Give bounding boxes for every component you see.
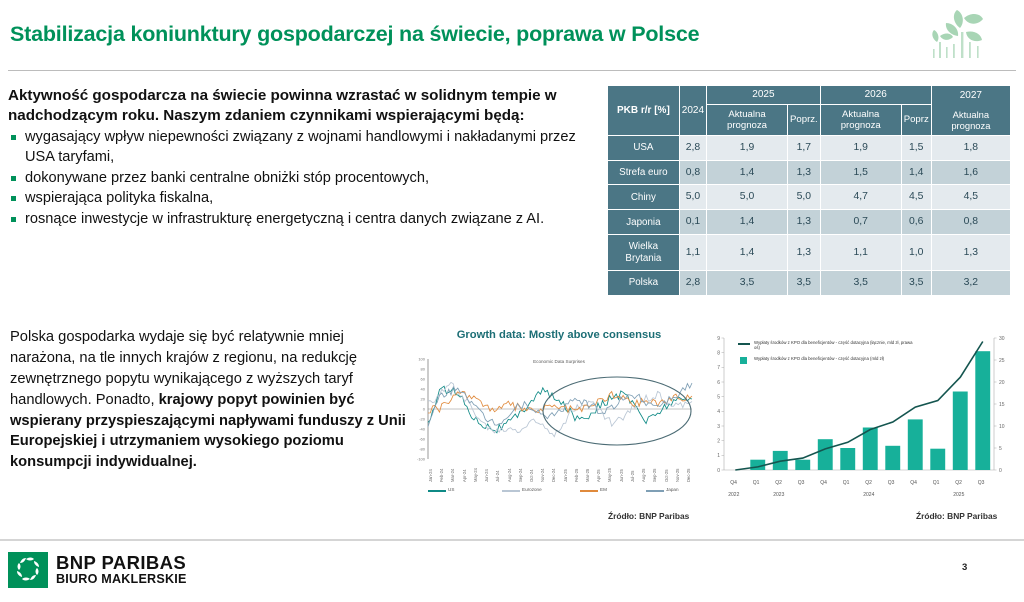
table-col-year-2027: 2027 Aktualna prognoza: [932, 86, 1010, 135]
chart2-x-tick-year: 2025: [953, 492, 965, 498]
chart1-x-tick: May-24: [472, 468, 478, 482]
chart1-series-us: [428, 386, 692, 433]
chart1-x-tick: Sep-25: [652, 468, 658, 482]
table-cell: 1,4: [707, 235, 787, 270]
line-marker-icon: [738, 343, 750, 345]
chart1-x-tick: Feb-25: [573, 468, 579, 482]
svg-text:100: 100: [418, 356, 425, 362]
table-cell: 1,5: [902, 136, 931, 160]
logo-line-1: BNP PARIBAS: [56, 552, 187, 573]
table-header-row-years: [608, 86, 1010, 104]
table-row: [608, 136, 1010, 160]
svg-text:-40: -40: [419, 426, 425, 432]
chart1-x-tick: Nov-25: [674, 468, 680, 482]
chart2-bar: [818, 439, 833, 470]
chart2-bar: [795, 460, 810, 470]
supporting-factors-list: [8, 128, 588, 229]
table-row-label: Japonia: [608, 210, 679, 234]
chart1-subtitle: Economic Data Surprises: [533, 359, 585, 364]
source-note-right: Źródło: BNP Paribas: [916, 511, 998, 521]
chart2-legend-item-line: [738, 340, 918, 351]
bullet-marker-icon: [11, 176, 16, 181]
table-cell: 3,5: [821, 271, 901, 295]
chart2-x-tick-quarter: Q1: [932, 480, 940, 486]
table-cell: 4,5: [902, 185, 931, 209]
table-cell: 0,6: [902, 210, 931, 234]
svg-text:0: 0: [422, 406, 425, 412]
bullet-marker-icon: [11, 135, 16, 140]
table-cell: 4,7: [821, 185, 901, 209]
chart1-x-tick: Mar-25: [585, 468, 591, 482]
svg-text:5: 5: [717, 394, 720, 401]
chart1-legend-label: EM: [600, 487, 607, 492]
chart2-legend-item-bar: [738, 356, 918, 361]
chart1-x-tick: Jul-24: [495, 470, 501, 482]
svg-text:7: 7: [717, 365, 720, 372]
svg-text:0: 0: [999, 467, 1002, 474]
list-item-label: wspierająca polityka fiskalna,: [25, 190, 214, 207]
chart2-x-axis-labels: [694, 480, 1020, 506]
svg-text:-60: -60: [419, 436, 425, 442]
table-cell: 1,1: [821, 235, 901, 270]
svg-text:3: 3: [717, 423, 720, 430]
paragraph-part-regular: Polska gospodarka wydaje się być relatywnie mniej narażona, na tle innych krajów z regionu, na redukcję zewnętrznego popytu wynikającego z wyższych taryf handlowych. Ponadto,: [10, 329, 357, 408]
list-item: [8, 169, 588, 189]
table-cell: 3,5: [788, 271, 820, 295]
table-row-label: Chiny: [608, 185, 679, 209]
gdp-forecast-table: [607, 85, 1011, 296]
svg-text:5: 5: [999, 445, 1002, 452]
table-cell: 1,4: [902, 161, 931, 185]
svg-text:60: 60: [420, 376, 425, 382]
svg-text:8: 8: [717, 350, 720, 357]
table-cell: 1,3: [788, 161, 820, 185]
table-cell: 3,2: [932, 271, 1010, 295]
table-cell: 5,0: [788, 185, 820, 209]
chart1-plot-area: [404, 355, 694, 467]
table-cell: 1,4: [707, 210, 787, 234]
svg-text:4: 4: [717, 409, 720, 416]
chart2-x-tick-year: 2023: [773, 492, 785, 498]
bar-marker-icon: [740, 357, 747, 364]
chart1-legend-label: Japan: [666, 487, 679, 492]
chart2-x-tick-quarter: Q3: [797, 480, 805, 486]
chart2-x-tick-year: 2022: [728, 492, 740, 498]
chart2-bar: [953, 392, 968, 471]
table-cell: 1,8: [932, 136, 1010, 160]
svg-text:40: 40: [420, 386, 425, 392]
table-row: [608, 271, 1010, 295]
table-cell: 4,5: [932, 185, 1010, 209]
svg-text:30: 30: [999, 335, 1005, 342]
chart1-x-tick: Aug-25: [641, 468, 647, 482]
chart2-bar: [863, 428, 878, 471]
chart2-x-tick-quarter: Q3: [887, 480, 895, 486]
bnp-paribas-logo: [8, 552, 218, 592]
table-cell: 1,4: [707, 161, 787, 185]
list-item: [8, 189, 588, 209]
svg-text:2: 2: [717, 438, 720, 445]
table-cell: 1,3: [788, 235, 820, 270]
bullet-marker-icon: [11, 196, 16, 201]
page-number: 3: [962, 562, 968, 573]
chart1-x-tick: Apr-24: [461, 469, 467, 482]
table-col-year-2026: 2026: [821, 86, 931, 104]
table-row: [608, 235, 1010, 270]
chart1-title: Growth data: Mostly above consensus: [456, 329, 662, 341]
svg-text:0: 0: [717, 467, 720, 474]
table-row-label: Wielka Brytania: [608, 235, 679, 270]
chart1-legend-label: US: [448, 487, 455, 492]
table-subheader-2026-current: Aktualna prognoza: [821, 105, 901, 135]
svg-text:10: 10: [999, 423, 1005, 430]
slide-header: [0, 0, 1024, 72]
chart2-x-tick-quarter: Q2: [775, 480, 782, 486]
svg-text:-80: -80: [419, 446, 425, 452]
table-subheader-2025-previous: Poprz.: [788, 105, 820, 135]
page-title: Stabilizacja koniunktury gospodarczej na świecie, poprawa w Polsce: [10, 22, 700, 46]
table-row: [608, 161, 1010, 185]
chart1-legend: [410, 486, 694, 498]
svg-text:1: 1: [717, 453, 720, 460]
table-cell: 2,8: [680, 136, 706, 160]
table-cell: 1,9: [821, 136, 901, 160]
table-cell: 3,5: [707, 271, 787, 295]
svg-text:20: 20: [420, 396, 425, 402]
svg-text:80: 80: [420, 366, 425, 372]
table-col-year-2025: 2025: [707, 86, 820, 104]
chart1-legend-swatch: [502, 490, 520, 492]
chart1-x-axis-labels: [426, 460, 690, 486]
list-item-label: rosnące inwestycje w infrastrukturę energetyczną i centra danych związane z AI.: [25, 210, 545, 227]
list-item: [8, 128, 588, 167]
poland-commentary-paragraph: [10, 327, 410, 473]
table-cell: 1,3: [932, 235, 1010, 270]
chart1-x-tick: Jul-25: [629, 470, 635, 482]
table-cell: 0,8: [932, 210, 1010, 234]
chart2-bar: [930, 449, 945, 470]
chart2-bar: [908, 419, 923, 470]
chart1-legend-swatch: [646, 490, 664, 492]
svg-text:15: 15: [999, 401, 1005, 408]
table-row-label: Polska: [608, 271, 679, 295]
chart2-x-tick-quarter: Q4: [910, 480, 917, 486]
table-row: [608, 210, 1010, 234]
chart1-series-eurozone: [428, 382, 692, 436]
chart1-x-tick: Jan-24: [428, 469, 433, 482]
table-cell: 0,7: [821, 210, 901, 234]
chart1-x-tick: Sep-24: [517, 468, 523, 482]
footer-divider: [0, 539, 1024, 541]
chart1-x-tick: Aug-24: [506, 468, 512, 482]
list-item-label: dokonywane przez banki centralne obniżki stóp procentowych,: [25, 169, 429, 186]
svg-text:9: 9: [717, 335, 720, 342]
chart1-highlight-ellipse: [543, 377, 691, 445]
chart1-x-tick: Dec-24: [551, 468, 557, 482]
four-stars-logo-icon: [8, 552, 48, 588]
source-note-left: Źródło: BNP Paribas: [608, 511, 690, 521]
bullet-marker-icon: [11, 217, 16, 222]
table-cell: 1,3: [788, 210, 820, 234]
chart1-x-tick: Oct-24: [528, 469, 534, 482]
svg-text:20: 20: [999, 379, 1005, 386]
chart1-x-tick: Jun-25: [618, 469, 624, 482]
table-row-label: Strefa euro: [608, 161, 679, 185]
table-corner-label: PKB r/r [%]: [608, 86, 679, 135]
svg-text:6: 6: [717, 379, 720, 386]
chart2-x-tick-year: 2024: [863, 492, 875, 498]
chart1-x-tick: Jan-25: [562, 469, 568, 482]
chart2-x-tick-quarter: Q2: [865, 480, 872, 486]
svg-text:25: 25: [999, 357, 1005, 364]
chart2-x-tick-quarter: Q3: [977, 480, 985, 486]
chart1-x-tick: Mar-24: [450, 468, 456, 482]
chart1-legend-swatch: [580, 490, 598, 492]
table-cell: 2,8: [680, 271, 706, 295]
chart2-x-tick-quarter: Q4: [820, 480, 827, 486]
chart2-legend: [738, 340, 918, 366]
list-item: [8, 210, 588, 230]
table-cell: 1,1: [680, 235, 706, 270]
chart1-x-tick: Dec-25: [686, 468, 691, 482]
table-cell: 1,9: [707, 136, 787, 160]
table-cell: 1,6: [932, 161, 1010, 185]
table-row: [608, 185, 1010, 209]
paragraph-part-bold: krajowy popyt powinien być wspierany przyspieszającymi napływami funduszy z Unii Europejskiej i utrzymaniem wysokiego poziomu konsumpcji indywidualnej.: [10, 391, 406, 471]
chart2-x-tick-quarter: Q1: [842, 480, 850, 486]
chart1-x-tick: Apr-25: [596, 469, 602, 482]
table-cell: 5,0: [680, 185, 706, 209]
table-cell: 1,7: [788, 136, 820, 160]
intro-lead-paragraph: Aktywność gospodarcza na świecie powinna wzrastać w solidnym tempie w nadchodzącym roku. Naszym zdaniem czynnikami wspierającymi będą:: [8, 87, 557, 125]
plant-seedling-icon: [920, 6, 992, 68]
table-cell: 0,1: [680, 210, 706, 234]
chart2-bar: [840, 448, 855, 470]
table-subheader-2025-current: Aktualna prognoza: [707, 105, 787, 135]
chart2-x-tick-quarter: Q2: [955, 480, 962, 486]
table-cell: 3,5: [902, 271, 931, 295]
intro-text-block: [8, 86, 588, 230]
chart1-x-tick: Oct-25: [663, 469, 669, 482]
svg-text:-100: -100: [416, 456, 425, 462]
header-divider: [8, 70, 1016, 71]
table-cell: 0,8: [680, 161, 706, 185]
chart-economic-data-surprises: [404, 327, 694, 512]
chart1-x-tick: Feb-24: [439, 468, 445, 482]
logo-line-2: BIURO MAKLERSKIE: [56, 572, 187, 587]
chart2-x-tick-quarter: Q1: [752, 480, 760, 486]
chart1-legend-label: Eurozone: [522, 487, 542, 492]
list-item-label: wygasający wpływ niepewności związany z wojnami handlowymi i nakładanymi przez USA taryfami,: [25, 129, 576, 165]
table-cell: 1,5: [821, 161, 901, 185]
chart1-x-tick: May-25: [607, 468, 613, 482]
table-col-year-2024: 2024: [680, 86, 706, 135]
chart2-bar: [975, 351, 990, 470]
table-subheader-2026-previous: Poprz: [902, 105, 931, 135]
chart1-x-tick: Jun-24: [484, 469, 490, 482]
chart2-legend-label-bar: Wypłaty środków z KPO dla beneficjentów - część dotacyjna (mld zł): [754, 355, 885, 361]
svg-text:-20: -20: [419, 416, 425, 422]
table-cell: 1,0: [902, 235, 931, 270]
chart-kpo-payouts: [694, 330, 1020, 510]
table-cell: 5,0: [707, 185, 787, 209]
chart2-legend-label-line: Wypłaty środków z KPO dla beneficjentów - część dotacyjna (łącznie, mld zł, prawa oś): [754, 340, 913, 351]
table-row-label: USA: [608, 136, 679, 160]
chart2-x-tick-quarter: Q4: [730, 480, 737, 486]
chart1-legend-swatch: [428, 490, 446, 492]
chart1-x-tick: Nov-24: [540, 468, 546, 482]
logo-wordmark: [56, 553, 187, 587]
chart2-bar: [885, 446, 900, 470]
